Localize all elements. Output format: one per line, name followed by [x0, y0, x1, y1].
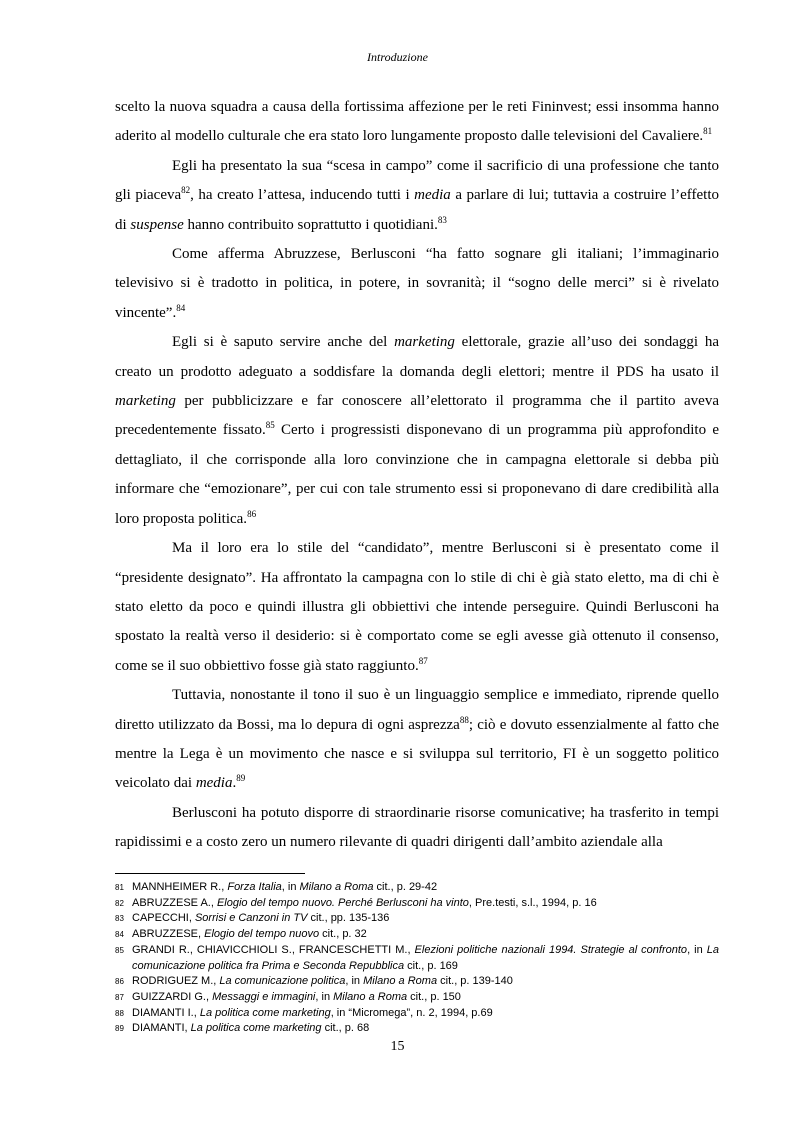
paragraph [115, 152, 719, 240]
paragraph [115, 534, 719, 681]
italic-text: marketing [115, 393, 176, 410]
footnote [115, 943, 719, 974]
text-run: GRANDI R., CHIAVICCHIOLI S., FRANCESCHETTI M., [132, 943, 415, 956]
italic-text: Elezioni politiche nazionali 1994. Strategie al confronto [414, 943, 688, 956]
text-run: , ha creato l’attesa, inducendo tutti i [190, 187, 415, 204]
footnote-ref: 86 [247, 508, 257, 519]
italic-text: La comunicazione politica [219, 975, 346, 988]
text-run: RODRIGUEZ M., [132, 975, 220, 988]
text-run: . [232, 775, 237, 792]
footnote [115, 896, 719, 912]
text-run: cit., p. 150 [407, 990, 461, 1003]
paragraph [115, 328, 719, 534]
italic-text: Elogio del tempo nuovo. Perché Berlusconi ha vinto [216, 896, 469, 909]
footnotes [115, 880, 719, 1037]
footnote [115, 1006, 719, 1022]
footnote [115, 974, 719, 990]
italic-text: La politica come marketing [199, 1006, 331, 1019]
text-run: cit., p. 68 [321, 1022, 370, 1035]
footnote-number: 84 [115, 930, 124, 940]
text-run: Come afferma Abruzzese, Berlusconi “ha fatto sognare gli italiani; l’immaginario televisivo si è tradotto in politica, in potere, in sovranità; il “sogno delle merci” si è rivelato vincente”. [115, 246, 719, 321]
text-run: ; ciò e dovuto essenzialmente al fatto che mentre la Lega è un movimento che nasce e si sviluppa sul territorio, FI è un soggetto politico veicolato dai [115, 716, 719, 792]
paragraph [115, 681, 719, 799]
text-run: Berlusconi ha potuto disporre di straordinarie risorse comunicative; ha trasferito in tempi rapidissimi e a costo zero un numero rilevante di quadri dirigenti dall’ambito aziendale alla [115, 804, 719, 851]
text-run: cit., p. 32 [319, 928, 367, 941]
italic-text: Forza Italia [227, 881, 282, 893]
text-run: cit., p. 169 [404, 959, 458, 972]
italic-text: Milano a Roma [363, 975, 438, 988]
footnote-number: 86 [115, 977, 124, 987]
footnote [115, 990, 719, 1006]
body-text [115, 93, 719, 858]
footnote-ref: 89 [236, 773, 246, 784]
footnote [115, 927, 719, 943]
footnote-number: 81 [115, 883, 124, 892]
footnote-ref: 83 [437, 214, 447, 225]
text-run: cit., p. 139-140 [437, 975, 513, 988]
paragraph [115, 93, 719, 152]
text-run: , in [315, 990, 334, 1003]
page-number: 15 [390, 1039, 405, 1054]
footnote [115, 1021, 719, 1037]
italic-text: La politica come marketing [190, 1022, 322, 1035]
text-run: hanno contribuito soprattutto i quotidiani. [183, 216, 438, 233]
running-header: Introduzione [367, 50, 428, 64]
italic-text: media [195, 775, 233, 792]
text-run: DIAMANTI, [132, 1022, 191, 1035]
italic-text: media [414, 187, 451, 204]
footnote-ref: 81 [703, 126, 713, 137]
text-run: Egli si è saputo servire anche del [172, 334, 395, 351]
text-run: DIAMANTI I., [132, 1006, 200, 1019]
italic-text: Milano a Roma [299, 881, 374, 893]
text-run: ABRUZZESE A., [132, 896, 217, 909]
footnote-number: 82 [115, 898, 124, 908]
italic-text: Milano a Roma [333, 990, 408, 1003]
footnote-separator [115, 873, 305, 874]
italic-text: suspense [130, 216, 184, 233]
footnote-ref: 84 [176, 302, 186, 313]
text-run: MANNHEIMER R., [132, 881, 228, 893]
text-run: per pubblicizzare e far conoscere all’elettorato il programma che il partito aveva precedentemente fissato. [115, 393, 719, 439]
footnote-ref: 82 [181, 185, 191, 196]
footnote-ref: 88 [459, 714, 469, 725]
footnote-number: 87 [115, 992, 124, 1002]
italic-text: Messaggi e immagini [212, 990, 316, 1003]
italic-text: Elogio del tempo nuovo [204, 928, 320, 941]
footnote-number: 89 [115, 1024, 124, 1034]
text-run: Certo i progressisti disponevano di un programma più approfondito e dettagliato, il che corrisponde alla loro convinzione che in campagna elettorale si debba più informare che “emozionare”, per cui con tale strumento essi si proponevano di dare credibilità alla loro proposta politica. [115, 422, 720, 527]
text-run: Tuttavia, nonostante il tono il suo è un linguaggio semplice e immediato, riprende quello diretto utilizzato da Bossi, ma lo depura di ogni asprezza [115, 687, 719, 733]
text-run: GUIZZARDI G., [132, 990, 213, 1003]
text-run: , Pre.testi, s.l., 1994, p. 16 [468, 896, 597, 909]
text-run: , in “Micromega”, n. 2, 1994, p.69 [330, 1006, 493, 1019]
paragraph [115, 799, 719, 858]
text-run: Ma il loro era lo stile del “candidato”, mentre Berlusconi si è presentato come il “presidente designato”. Ha affrontato la campagna con lo stile di chi è già stato eletto, ma di chi è stato eletto da poco e quindi illustra gli obbiettivi che intende perseguire. Quindi Berlusconi ha spostato la realtà verso il desiderio: si è comportato come se egli avesse già ottenuto il consenso, come se il suo obbiettivo fosse già stato raggiunto. [115, 540, 719, 674]
footnote-ref: 85 [265, 420, 275, 431]
italic-text: La comunicazione politica fra Prima e Seconda Repubblica [132, 943, 720, 972]
text-run: ABRUZZESE, [132, 928, 205, 941]
italic-text: Sorrisi e Canzoni in TV [194, 912, 308, 925]
footnote-number: 83 [115, 914, 124, 924]
footnote-ref: 87 [418, 655, 428, 666]
footnote-number: 85 [115, 945, 124, 955]
text-run: cit., pp. 135-136 [307, 912, 390, 925]
text-run: a parlare di lui; tuttavia a costruire l’effetto di [115, 187, 719, 233]
text-run: elettorale, grazie all’uso dei sondaggi ha creato un prodotto adeguato a soddisfare la domanda degli elettori; mentre il PDS ha usato il [115, 334, 719, 380]
text-run: , in [345, 975, 364, 988]
footnote [115, 880, 719, 896]
paragraph [115, 240, 719, 328]
text-run: , in [281, 881, 300, 893]
text-run: , in [687, 943, 707, 956]
text-run: CAPECCHI, [132, 912, 195, 925]
italic-text: marketing [394, 334, 455, 351]
footnote-number: 88 [115, 1008, 124, 1018]
text-run: Egli ha presentato la sua “scesa in campo” come il sacrificio di una professione che tanto gli piaceva [115, 157, 719, 204]
footnote [115, 911, 719, 927]
text-run: scelto la nuova squadra a causa della fortissima affezione per le reti Fininvest; essi insomma hanno aderito al modello culturale che era stato loro lungamente proposto dalle televisioni del Cavaliere. [115, 99, 719, 145]
text-run: cit., p. 29-42 [373, 881, 438, 893]
